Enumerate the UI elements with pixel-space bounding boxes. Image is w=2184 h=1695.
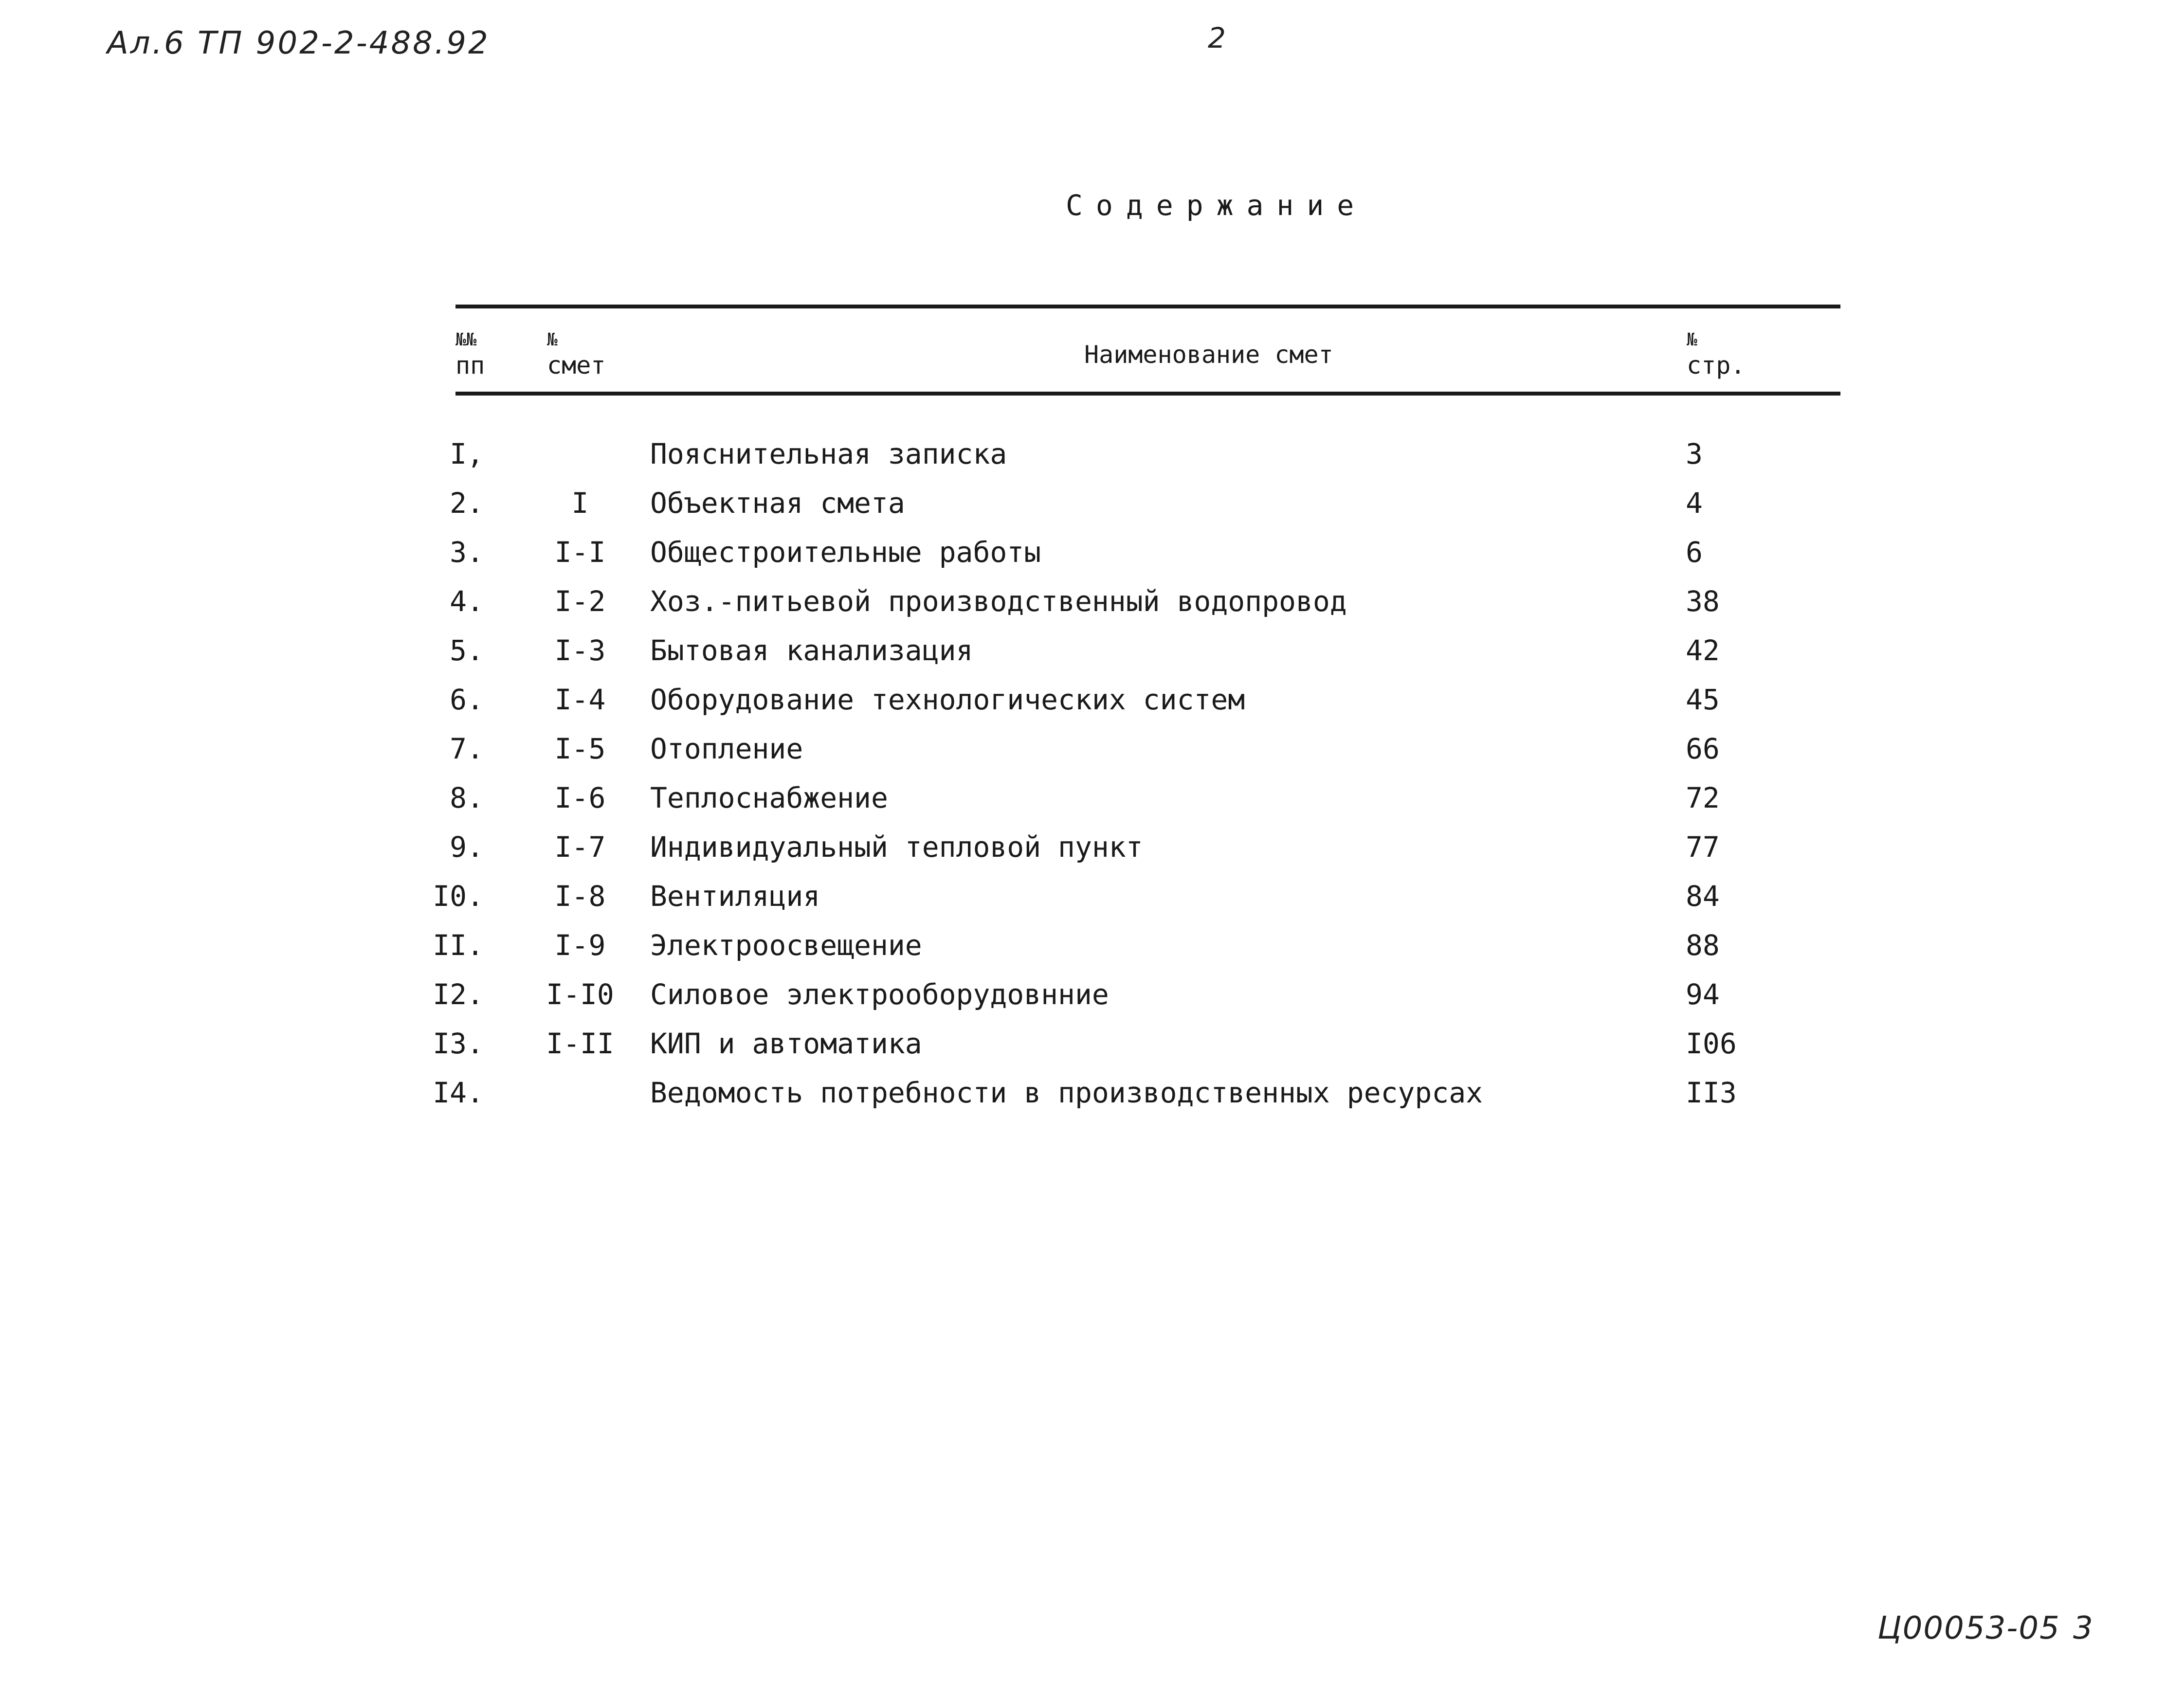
row-number: 3.: [450, 536, 484, 569]
row-number: 5.: [450, 634, 484, 667]
row-estimate-code: I-4: [554, 683, 606, 716]
row-estimate-code: I-3: [554, 634, 606, 667]
row-estimate-code: I-8: [554, 880, 606, 913]
row-page-number: 84: [1686, 880, 1720, 913]
row-number: 6.: [450, 683, 484, 716]
row-estimate-code: I-6: [554, 781, 606, 814]
header-number-symbol: №№: [455, 330, 477, 350]
header-pp-label: пп: [455, 351, 485, 379]
row-estimate-code: I-I: [554, 536, 606, 569]
row-estimate-code: I-II: [546, 1027, 614, 1060]
table-row: [0, 880, 2184, 929]
row-page-number: II3: [1686, 1076, 1737, 1109]
row-estimate-name: Общестроительные работы: [650, 536, 1041, 569]
row-estimate-name: Индивидуальный тепловой пункт: [650, 830, 1143, 864]
page-title: Содержание: [1066, 189, 1367, 222]
row-number: 8.: [450, 781, 484, 814]
row-number: I3.: [433, 1027, 484, 1060]
row-estimate-name: КИП и автоматика: [650, 1027, 922, 1060]
row-number: 9.: [450, 830, 484, 864]
row-page-number: 77: [1686, 830, 1720, 864]
handwritten-page-mark: 2: [1208, 21, 1226, 54]
table-header-rule: [455, 392, 1840, 396]
row-estimate-code: I-9: [554, 929, 606, 962]
table-row: [0, 634, 2184, 684]
row-page-number: I06: [1686, 1027, 1737, 1060]
row-number: I4.: [433, 1076, 484, 1109]
table-row: [0, 487, 2184, 536]
row-estimate-name: Хоз.-питьевой производственный водопровод: [650, 585, 1347, 618]
header-page-symbol: №: [1687, 330, 1697, 350]
row-page-number: 4: [1686, 487, 1703, 520]
table-row: [0, 831, 2184, 880]
row-page-number: 38: [1686, 585, 1720, 618]
table-row: [0, 929, 2184, 978]
row-estimate-name: Силовое электрооборудовнние: [650, 978, 1109, 1011]
row-estimate-name: Бытовая канализация: [650, 634, 973, 667]
row-number: I0.: [433, 880, 484, 913]
row-number: II.: [433, 929, 484, 962]
header-estimate-name: Наименование смет: [1084, 341, 1333, 369]
row-number: I,: [450, 437, 484, 470]
document-code-stamp: Ал.6 ТП 902-2-488.92: [107, 25, 490, 61]
table-row: [0, 684, 2184, 733]
row-estimate-code: I-5: [554, 732, 606, 765]
archive-number-stamp: Ц00053-05: [1877, 1610, 2060, 1646]
row-page-number: 6: [1686, 536, 1703, 569]
row-page-number: 3: [1686, 437, 1703, 470]
row-estimate-name: Электроосвещение: [650, 929, 922, 962]
row-estimate-name: Объектная смета: [650, 487, 905, 520]
row-number: 7.: [450, 732, 484, 765]
row-number: 2.: [450, 487, 484, 520]
table-row: [0, 536, 2184, 585]
row-number: I2.: [433, 978, 484, 1011]
row-estimate-code: I-I0: [546, 978, 614, 1011]
table-row: [0, 585, 2184, 634]
table-row: [0, 782, 2184, 831]
sheet-number-stamp: 3: [2073, 1610, 2093, 1646]
contents-table-body: [0, 438, 2184, 1126]
row-page-number: 66: [1686, 732, 1720, 765]
header-estimate-number: [547, 329, 605, 379]
row-estimate-name: Ведомость потребности в производственных ресурсах: [650, 1076, 1483, 1109]
header-item-number: [455, 329, 485, 379]
row-estimate-code: I-7: [554, 830, 606, 864]
header-smet-symbol: №: [547, 330, 558, 350]
row-estimate-code: I-2: [554, 585, 606, 618]
table-row: [0, 733, 2184, 782]
header-smet-label: смет: [547, 351, 606, 379]
table-top-rule: [455, 305, 1840, 308]
header-page-number: [1687, 329, 1745, 379]
table-row: [0, 1028, 2184, 1077]
row-page-number: 45: [1686, 683, 1720, 716]
table-row: [0, 978, 2184, 1028]
row-number: 4.: [450, 585, 484, 618]
row-page-number: 72: [1686, 781, 1720, 814]
row-page-number: 42: [1686, 634, 1720, 667]
row-estimate-name: Теплоснабжение: [650, 781, 888, 814]
row-page-number: 88: [1686, 929, 1720, 962]
table-row: [0, 438, 2184, 487]
row-estimate-name: Вентиляция: [650, 880, 820, 913]
row-estimate-name: Отопление: [650, 732, 803, 765]
row-page-number: 94: [1686, 978, 1720, 1011]
header-page-label: стр.: [1687, 351, 1746, 379]
row-estimate-name: Пояснительная записка: [650, 437, 1007, 470]
table-row: [0, 1077, 2184, 1126]
row-estimate-name: Оборудование технологических систем: [650, 683, 1245, 716]
row-estimate-code: I: [571, 487, 589, 520]
